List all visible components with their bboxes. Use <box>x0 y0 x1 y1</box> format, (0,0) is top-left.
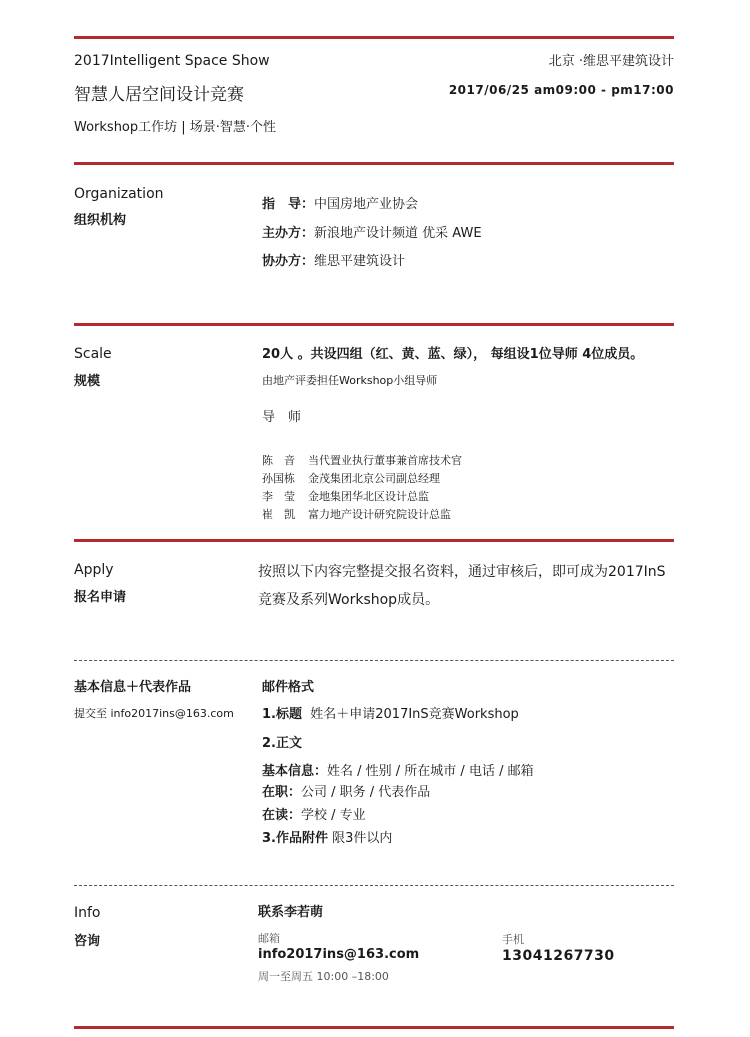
contact-name: 联系李若萌 <box>258 905 324 920</box>
office-hours: 周一至周五 10:00 –18:00 <box>258 970 389 983</box>
mentor-title: 富力地产设计研究院设计总监 <box>308 508 451 521</box>
mentor-name: 孙国栋 <box>262 472 295 485</box>
student-row <box>262 808 366 824</box>
employed-value: 公司 / 职务 / 代表作品 <box>301 785 431 800</box>
mentor-name: 陈 音 <box>262 454 295 467</box>
subject-value: 姓名＋申请2017InS竞赛Workshop <box>310 707 519 722</box>
bottom-rule <box>74 1026 674 1029</box>
info-label-cn: 咨询 <box>74 934 101 949</box>
dashed-divider <box>74 660 674 661</box>
org-row-host <box>262 226 482 242</box>
apply-text: 按照以下内容完整提交报名资料，通过审核后，即可成为2017InS竞赛及系列Workshop成员。 <box>258 564 666 608</box>
org-row-value: 中国房地产业协会 <box>314 197 419 212</box>
org-row-key: 指 导： <box>262 197 315 212</box>
apply-label-cn: 报名申请 <box>74 590 127 605</box>
org-row-guide <box>262 197 418 213</box>
mentor-heading: 导 师 <box>262 410 302 425</box>
attach-value: 限3件以内 <box>327 831 393 846</box>
section-rule <box>74 539 674 542</box>
section-rule <box>74 323 674 326</box>
organization-label-cn: 组织机构 <box>74 213 127 228</box>
section-rule <box>74 162 674 165</box>
submit-email[interactable]: 提交至 info2017ins@163.com <box>74 707 234 720</box>
mentor-item <box>262 490 429 503</box>
attach-key: 3.作品附件 <box>262 831 328 846</box>
mentor-name: 李 莹 <box>262 490 295 503</box>
title-en: 2017Intelligent Space Show <box>74 53 270 69</box>
scale-headline: 20人 。共设四组（红、黄、蓝、绿）， 每组设1位导师 4位成员。 <box>262 347 644 362</box>
email-body-heading: 2.正文 <box>262 736 302 751</box>
org-row-key: 协办方： <box>262 254 315 269</box>
email-label: 邮箱 <box>258 932 280 945</box>
scale-label-cn: 规模 <box>74 374 101 389</box>
scale-label-en: Scale <box>74 346 112 362</box>
employed-key: 在职： <box>262 785 302 800</box>
email-subject-row <box>262 707 519 723</box>
mentor-item <box>262 508 451 521</box>
employed-row <box>262 785 430 801</box>
org-row-value: 新浪地产设计频道 优采 AWE <box>314 226 482 241</box>
org-row-key: 主办方： <box>262 226 315 241</box>
apply-label-en: Apply <box>74 562 114 578</box>
location: 北京 ·维思平建筑设计 <box>548 54 674 69</box>
basic-info-row <box>262 764 534 780</box>
basic-value: 姓名 / 性别 / 所在城市 / 电话 / 邮箱 <box>327 764 534 779</box>
page-title: 智慧人居空间设计竞赛 <box>74 85 244 105</box>
top-rule <box>74 36 674 39</box>
datetime: 2017/06/25 am09:00 - pm17:00 <box>448 83 674 97</box>
org-row-value: 维思平建筑设计 <box>314 254 406 269</box>
subtitle: Workshop工作坊 | 场景·智慧·个性 <box>74 120 277 135</box>
dashed-divider <box>74 885 674 886</box>
scale-note: 由地产评委担任Workshop小组导师 <box>262 374 438 387</box>
contact-email[interactable]: info2017ins@163.com <box>258 947 420 962</box>
student-value: 学校 / 专业 <box>301 808 366 823</box>
org-row-co-host <box>262 254 405 270</box>
basic-key: 基本信息： <box>262 764 328 779</box>
phone-label: 手机 <box>502 933 524 946</box>
contact-phone[interactable]: 13041267730 <box>502 948 615 964</box>
mentor-item <box>262 472 440 485</box>
subject-key: 1.标题 <box>262 707 302 722</box>
info-label-en: Info <box>74 905 101 921</box>
mentor-title: 当代置业执行董事兼首席技术官 <box>308 454 462 467</box>
email-format-heading: 邮件格式 <box>262 680 315 695</box>
mentor-title: 金茂集团北京公司副总经理 <box>308 472 440 485</box>
organization-label-en: Organization <box>74 186 164 202</box>
mentor-item <box>262 454 462 467</box>
student-key: 在读： <box>262 808 302 823</box>
mentor-name: 崔 凯 <box>262 508 295 521</box>
materials-label: 基本信息＋代表作品 <box>74 680 192 695</box>
attachment-row <box>262 831 392 847</box>
mentor-title: 金地集团华北区设计总监 <box>308 490 429 503</box>
